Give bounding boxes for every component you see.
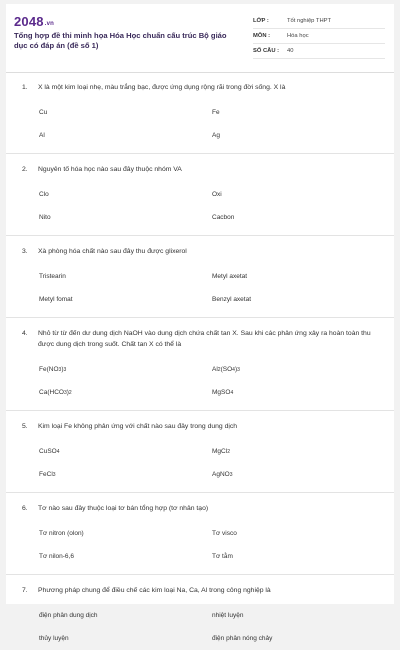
question-divider bbox=[6, 410, 394, 411]
meta-row bbox=[253, 14, 385, 29]
answer-option[interactable]: Al 2 (SO 4 ) 3 bbox=[212, 366, 240, 373]
question-number: 4. bbox=[22, 330, 28, 337]
answer-option[interactable]: Fe bbox=[212, 109, 220, 116]
answer-option[interactable]: Tơ tằm bbox=[212, 553, 233, 560]
question-body: Phương pháp chung để điều chế các kim loại Na, Ca, Al trong công nghiệp là bbox=[38, 587, 271, 594]
question-divider bbox=[6, 317, 394, 318]
meta-key: MÔN : bbox=[253, 33, 271, 39]
question-text bbox=[6, 421, 394, 432]
answer-options bbox=[6, 183, 394, 229]
question-text bbox=[6, 164, 394, 175]
answer-option[interactable]: FeCl 3 bbox=[39, 471, 56, 478]
question-divider bbox=[6, 235, 394, 236]
question-item bbox=[6, 503, 394, 575]
answer-option[interactable]: Fe(NO 3 ) 3 bbox=[39, 366, 67, 373]
answer-option[interactable]: MgSO 4 bbox=[212, 389, 234, 396]
answer-option[interactable]: Tơ nitron (olon) bbox=[39, 530, 84, 537]
answer-option[interactable]: MgCl 2 bbox=[212, 448, 230, 455]
answer-options bbox=[6, 265, 394, 311]
answer-options bbox=[6, 440, 394, 486]
header-divider bbox=[6, 72, 394, 73]
question-divider bbox=[6, 153, 394, 154]
question-text bbox=[6, 503, 394, 514]
question-item bbox=[6, 246, 394, 318]
answer-option[interactable]: Ca(HCO 3 ) 2 bbox=[39, 389, 72, 396]
question-text bbox=[6, 585, 394, 596]
question-body: Nhỏ từ từ đến dư dung dịch NaOH vào dung dịch chứa chất tan X. Sau khi các phản ứng xảy ra hoàn toàn thu được dung dịch trong suốt. Chất tan X có thể là bbox=[38, 330, 371, 348]
question-number: 5. bbox=[22, 423, 28, 430]
answer-option[interactable]: thủy luyện bbox=[39, 635, 69, 642]
meta-value: Hóa học bbox=[287, 33, 309, 39]
question-body: Tơ nào sau đây thuộc loại tơ bán tổng hợp (tơ nhân tạo) bbox=[38, 505, 209, 512]
question-number: 7. bbox=[22, 587, 28, 594]
answer-option[interactable]: nhiệt luyện bbox=[212, 612, 244, 619]
answer-option[interactable]: Al bbox=[39, 132, 45, 139]
answer-option[interactable]: Oxi bbox=[212, 191, 222, 198]
meta-row bbox=[253, 29, 385, 44]
answer-options bbox=[6, 604, 394, 650]
logo-suffix: .vn bbox=[44, 21, 55, 27]
question-number: 6. bbox=[22, 505, 28, 512]
logo-text: 2048 bbox=[14, 14, 44, 29]
answer-option[interactable]: Tristearin bbox=[39, 273, 66, 280]
question-number: 1. bbox=[22, 84, 28, 91]
answer-option[interactable]: Cacbon bbox=[212, 214, 235, 221]
answer-option[interactable]: Ag bbox=[212, 132, 220, 139]
site-logo[interactable] bbox=[14, 14, 54, 29]
meta-key: SỐ CÂU : bbox=[253, 48, 280, 54]
answer-option[interactable]: CuSO 4 bbox=[39, 448, 60, 455]
page-title: Tổng hợp đề thi minh họa Hóa Học chuẩn cấu trúc Bộ giáo dục có đáp án (đề số 1) bbox=[14, 31, 227, 50]
meta-value: 40 bbox=[287, 48, 294, 54]
question-item bbox=[6, 585, 394, 650]
question-divider bbox=[6, 492, 394, 493]
answer-options bbox=[6, 358, 394, 404]
meta-row bbox=[253, 44, 385, 59]
answer-options bbox=[6, 522, 394, 568]
question-number: 2. bbox=[22, 166, 28, 173]
question-body: Nguyên tố hóa học nào sau đây thuộc nhóm VA bbox=[38, 166, 182, 173]
answer-option[interactable]: Metyl fomat bbox=[39, 296, 73, 303]
question-body: Xà phòng hóa chất nào sau đây thu được glixerol bbox=[38, 248, 187, 255]
document-page bbox=[6, 4, 394, 642]
question-body: X là một kim loại nhẹ, màu trắng bạc, được ứng dụng rộng rãi trong đời sống. X là bbox=[38, 84, 286, 91]
answer-option[interactable]: Nito bbox=[39, 214, 51, 221]
answer-options bbox=[6, 101, 394, 147]
answer-option[interactable]: AgNO 3 bbox=[212, 471, 233, 478]
question-text bbox=[6, 328, 394, 350]
question-text bbox=[6, 82, 394, 93]
answer-option[interactable]: điện phân dung dịch bbox=[39, 612, 98, 619]
meta-value: Tốt nghiệp THPT bbox=[287, 18, 332, 24]
meta-table bbox=[253, 14, 385, 59]
question-item bbox=[6, 82, 394, 154]
question-item bbox=[6, 421, 394, 493]
answer-option[interactable]: điện phân nóng chảy bbox=[212, 635, 273, 642]
answer-option[interactable]: Benzyl axetat bbox=[212, 296, 252, 303]
answer-option[interactable]: Metyl axetat bbox=[212, 273, 248, 280]
question-text bbox=[6, 246, 394, 257]
question-item bbox=[6, 164, 394, 236]
answer-option[interactable]: Tơ nilon-6,6 bbox=[39, 553, 74, 560]
question-number: 3. bbox=[22, 248, 28, 255]
answer-option[interactable]: Clo bbox=[39, 191, 49, 198]
answer-option[interactable]: Cu bbox=[39, 109, 48, 116]
question-list bbox=[6, 82, 394, 650]
question-item bbox=[6, 328, 394, 411]
question-body: Kim loại Fe không phản ứng với chất nào sau đây trong dung dịch bbox=[38, 423, 238, 430]
meta-key: LỚP : bbox=[253, 18, 269, 24]
question-divider bbox=[6, 574, 394, 575]
answer-option[interactable]: Tơ visco bbox=[212, 530, 237, 537]
header bbox=[6, 4, 394, 62]
